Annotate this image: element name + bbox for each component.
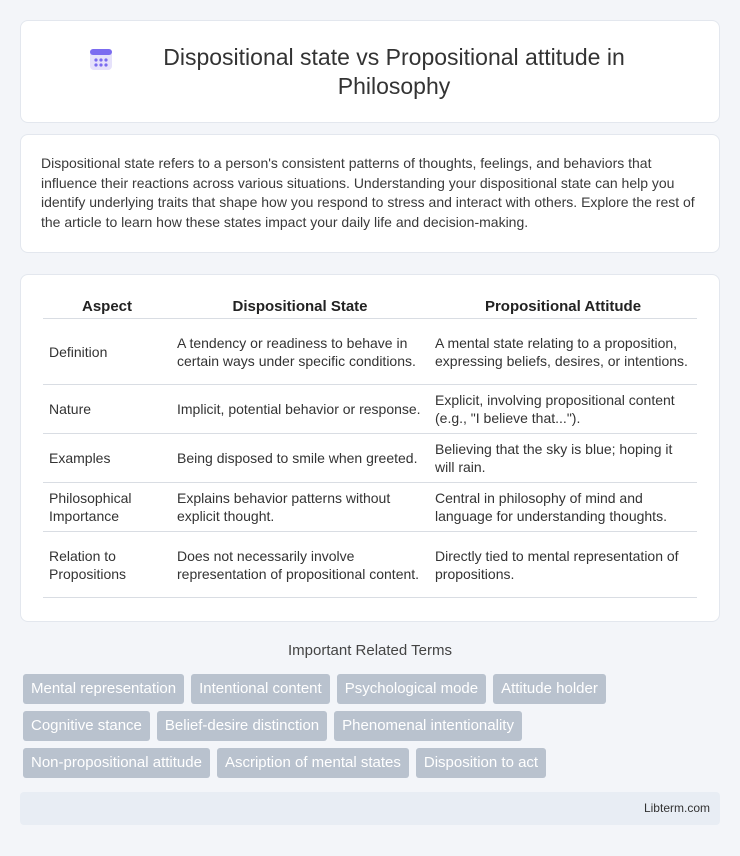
tag-attitude-holder[interactable]: Attitude holder	[493, 674, 606, 704]
row-dispositional: A tendency or readiness to behave in certain ways under specific conditions.	[171, 319, 429, 385]
tag-mental-representation[interactable]: Mental representation	[23, 674, 184, 704]
intro-card	[20, 134, 720, 253]
table-row	[43, 532, 697, 598]
row-propositional: Explicit, involving propositional content (e.g., "I believe that...").	[429, 385, 697, 434]
tag-phenomenal-intentionality[interactable]: Phenomenal intentionality	[334, 711, 522, 741]
row-propositional: Believing that the sky is blue; hoping it will rain.	[429, 434, 697, 483]
table-header-row	[43, 293, 697, 319]
title-wrap	[21, 21, 719, 122]
page-title: Dispositional state vs Propositional attitude in Philosophy	[163, 43, 625, 99]
table-row	[43, 434, 697, 483]
footer	[20, 792, 720, 825]
tag-cognitive-stance[interactable]: Cognitive stance	[23, 711, 150, 741]
row-dispositional: Implicit, potential behavior or response.	[171, 385, 429, 434]
row-aspect: Definition	[43, 319, 171, 385]
tag-row	[23, 748, 723, 778]
tag-row	[23, 711, 723, 741]
tag-ascription-of-mental-states[interactable]: Ascription of mental states	[217, 748, 409, 778]
tag-intentional-content[interactable]: Intentional content	[191, 674, 330, 704]
tag-belief-desire-distinction[interactable]: Belief-desire distinction	[157, 711, 327, 741]
title-card	[20, 20, 720, 123]
row-aspect: Nature	[43, 385, 171, 434]
row-aspect: Examples	[43, 434, 171, 483]
row-dispositional: Being disposed to smile when greeted.	[171, 434, 429, 483]
header-dispositional-state: Dispositional State	[171, 293, 429, 319]
footer-site-link[interactable]: Libterm.com	[643, 801, 710, 815]
tag-row	[23, 674, 723, 704]
tag-non-propositional-attitude[interactable]: Non-propositional attitude	[23, 748, 210, 778]
row-aspect: Philosophical Importance	[43, 483, 171, 532]
table-row	[43, 483, 697, 532]
table-row	[43, 319, 697, 385]
row-propositional: Central in philosophy of mind and language for understanding thoughts.	[429, 483, 697, 532]
row-dispositional: Explains behavior patterns without explicit thought.	[171, 483, 429, 532]
calendar-icon	[86, 44, 116, 74]
header-propositional-attitude: Propositional Attitude	[429, 293, 697, 319]
row-propositional: A mental state relating to a proposition, expressing beliefs, desires, or intentions.	[429, 319, 697, 385]
row-aspect: Relation to Propositions	[43, 532, 171, 598]
tag-psychological-mode[interactable]: Psychological mode	[337, 674, 486, 704]
comparison-table	[43, 293, 697, 598]
related-terms	[23, 674, 723, 785]
related-terms-heading: Important Related Terms	[288, 642, 452, 659]
tag-disposition-to-act[interactable]: Disposition to act	[416, 748, 546, 778]
row-dispositional: Does not necessarily involve representation of propositional content.	[171, 532, 429, 598]
row-propositional: Directly tied to mental representation of propositions.	[429, 532, 697, 598]
header-aspect: Aspect	[43, 293, 171, 319]
table-row	[43, 385, 697, 434]
intro-paragraph: Dispositional state refers to a person's consistent patterns of thoughts, feelings, and behaviors that influence their reactions across various situations. Understanding your dispositional state can help you identify underlying traits that shape how you respond to stress and interact with others. Explore the rest of the article to learn how these states impact your daily life and decision-making.	[41, 155, 695, 230]
comparison-card	[20, 274, 720, 622]
